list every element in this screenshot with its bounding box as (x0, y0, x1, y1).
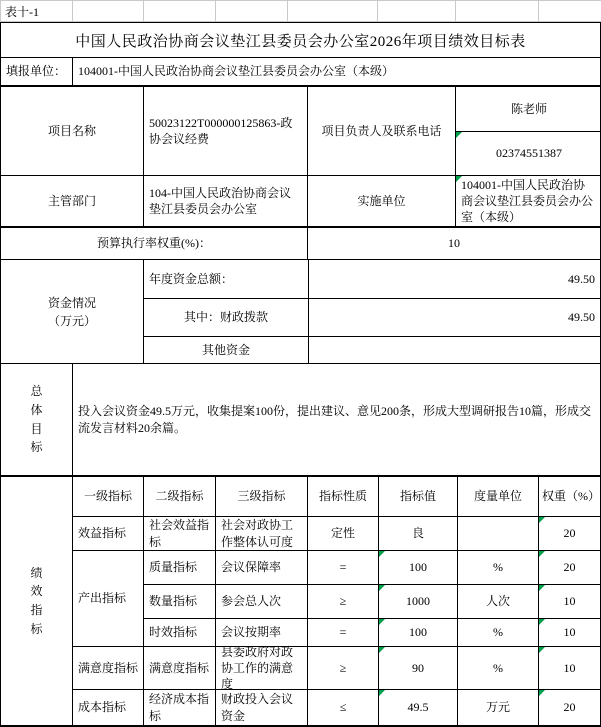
empty-grid-cell (539, 1, 601, 21)
overall-goal-text: 投入会议资金49.5万元，收集提案100份，提出建议、意见200条，形成大型调研报告10篇，形成交流发言材料20余篇。 (78, 404, 592, 435)
filler-unit-row (1, 58, 600, 87)
empty-grid-cell (288, 1, 378, 21)
indicator-value: 90 (379, 647, 458, 689)
empty-grid-cell (73, 1, 144, 21)
indicator-group-rows (144, 551, 600, 646)
indicator-value: 100 (379, 551, 458, 584)
indicator-row (144, 551, 600, 585)
indicator-unit: % (458, 647, 539, 689)
indicator-row (144, 585, 600, 619)
page-title: 中国人民政治协商会议垫江县委员会办公室2026年项目绩效目标表 (75, 33, 526, 50)
funding-values (308, 260, 600, 363)
impl-label: 实施单位 (308, 176, 456, 226)
budget-rate-row (1, 228, 600, 260)
indicator-level3: 社会对政协工作整体认可度 (216, 517, 308, 550)
funding-label-line2: （万元） (47, 313, 96, 328)
indicator-level3: 会议保障率 (216, 551, 308, 584)
dept-label: 主管部门 (1, 176, 144, 226)
empty-grid-cell (456, 1, 539, 21)
indicator-side-label-text: 绩效指标 (30, 565, 43, 636)
filler-unit-value: 104001-中国人民政治协商会议垫江县委员会办公室（本级） (78, 64, 394, 79)
indicator-level2: 经济成本指标 (144, 690, 216, 725)
col-header-nature: 指标性质 (308, 477, 379, 516)
sheet-grid-row (0, 0, 601, 22)
indicator-weight: 10 (539, 585, 600, 618)
indicator-unit: % (458, 619, 539, 646)
empty-grid-cell (144, 1, 216, 21)
indicator-level3: 会议按期率 (216, 619, 308, 646)
indicator-unit: % (458, 551, 539, 584)
indicator-level1: 成本指标 (73, 690, 144, 725)
col-header-value: 指标值 (379, 477, 458, 516)
indicator-table (73, 477, 600, 725)
indicator-unit: 万元 (458, 690, 539, 725)
funding-section (1, 260, 600, 364)
indicator-level2: 数量指标 (144, 585, 216, 618)
title-row (1, 23, 600, 58)
indicator-nature: ≥ (308, 585, 379, 618)
funding-label-line1: 资金情况 (47, 295, 96, 310)
indicator-nature: ≥ (308, 647, 379, 689)
indicator-row (73, 517, 600, 551)
indicator-value: 49.5 (379, 690, 458, 725)
indicator-nature: ≤ (308, 690, 379, 725)
indicator-level2: 满意度指标 (144, 647, 216, 689)
indicator-weight: 20 (539, 517, 600, 550)
project-name-value: 50023122T000000125863-政协会议经费 (144, 87, 308, 175)
indicator-side-label (1, 477, 73, 725)
contact-label: 项目负责人及联系电话 (308, 87, 456, 175)
indicator-unit (458, 517, 539, 550)
funding-row-value: 49.50 (309, 299, 600, 337)
col-header-unit: 度量单位 (458, 477, 539, 516)
indicator-row (144, 619, 600, 646)
indicator-level1: 产出指标 (73, 551, 144, 646)
overall-goal-row (1, 364, 600, 477)
indicator-nature: 定性 (308, 517, 379, 550)
empty-grid-cell (378, 1, 456, 21)
col-header-level1: 一级指标 (73, 477, 144, 516)
budget-rate-value: 10 (448, 236, 460, 251)
project-name-label: 项目名称 (1, 87, 144, 175)
filler-unit-label: 填报单位： (1, 58, 73, 85)
dept-value: 104-中国人民政治协商会议垫江县委员会办公室 (144, 176, 308, 226)
indicator-row (73, 690, 600, 725)
indicator-weight: 10 (539, 647, 600, 689)
indicator-level3: 参会总人次 (216, 585, 308, 618)
indicator-value: 良 (379, 517, 458, 550)
indicator-group-output (73, 551, 600, 647)
indicator-unit: 人次 (458, 585, 539, 618)
indicator-header-row (73, 477, 600, 517)
indicator-level2: 质量指标 (144, 551, 216, 584)
funding-label-text (48, 294, 96, 330)
funding-row-label: 年度资金总额： (144, 260, 308, 299)
document-frame (0, 22, 601, 727)
indicator-level2: 时效指标 (144, 619, 216, 646)
indicator-level3: 财政投入会议资金 (216, 690, 308, 725)
indicator-level3: 县委政府对政协工作的满意度 (216, 647, 308, 689)
funding-row-label: 其中：财政拨款 (144, 299, 308, 337)
indicator-value: 100 (379, 619, 458, 646)
contact-phone: 02374551387 (456, 132, 601, 175)
indicator-value: 1000 (379, 585, 458, 618)
empty-grid-cell (216, 1, 288, 21)
indicator-nature: = (308, 551, 379, 584)
contact-cell-group (456, 87, 601, 175)
col-header-level2: 二级指标 (144, 477, 216, 516)
indicator-section (1, 477, 600, 725)
indicator-weight: 20 (539, 551, 600, 584)
budget-rate-label: 预算执行率权重(%)： (1, 228, 308, 259)
funding-row-value (309, 337, 600, 363)
overall-goal-label-text: 总体目标 (30, 384, 43, 455)
project-name-row (1, 87, 600, 176)
impl-value: 104001-中国人民政治协商会议垫江县委员会办公室（本级） (456, 176, 600, 226)
col-header-level3: 三级指标 (216, 477, 308, 516)
funding-sublabels (144, 260, 308, 363)
indicator-level1: 效益指标 (73, 517, 144, 550)
table-number-label: 表十-1 (1, 1, 73, 21)
indicator-nature: = (308, 619, 379, 646)
funding-label (1, 260, 144, 363)
col-header-weight: 权重（%） (542, 489, 600, 504)
overall-goal-label (1, 364, 73, 475)
indicator-weight: 10 (539, 619, 600, 646)
department-row (1, 176, 600, 228)
indicator-level2: 社会效益指标 (144, 517, 216, 550)
indicator-level1: 满意度指标 (73, 647, 144, 689)
contact-name: 陈老师 (456, 87, 601, 132)
funding-row-value: 49.50 (309, 260, 600, 299)
indicator-row (73, 644, 600, 692)
indicator-weight: 20 (539, 690, 600, 725)
funding-row-label: 其他资金 (201, 342, 250, 357)
